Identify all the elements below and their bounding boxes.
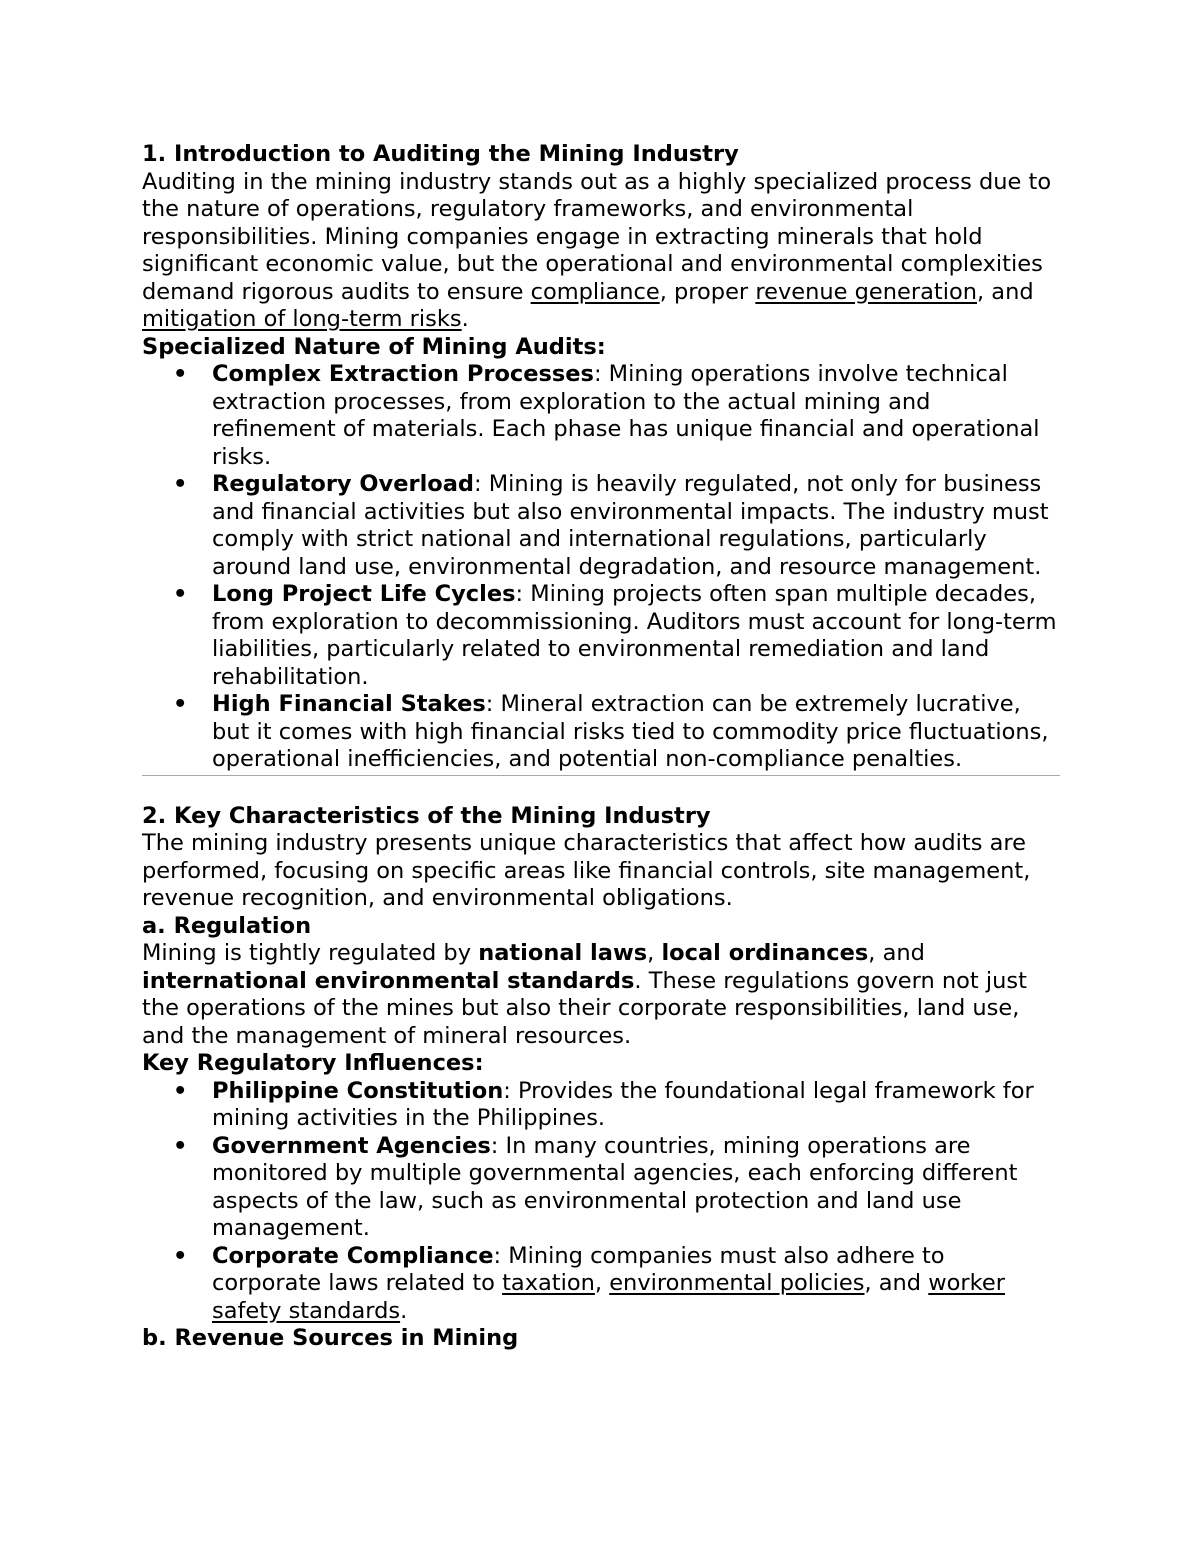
- worker-safety-standards-link[interactable]: worker safety standards: [212, 1270, 1005, 1324]
- section-2-intro-paragraph: The mining industry presents unique characteristics that affect how audits are performed, focusing on specific areas like financial controls, site management, revenue recognition, and environmental obligations.: [142, 830, 1031, 911]
- regulation-subheading: a. Regulation: [142, 912, 312, 939]
- bullet-term: Long Project Life Cycles: [212, 581, 516, 607]
- international-standards-term: international environmental standards: [142, 967, 635, 994]
- bullet-term: Philippine Constitution: [212, 1077, 504, 1104]
- bullet-term: High Financial Stakes: [212, 691, 486, 717]
- environmental-policies-link[interactable]: environmental policies: [609, 1270, 865, 1296]
- section-2-heading: 2. Key Characteristics of the Mining Industry: [142, 802, 711, 829]
- bullet-term: Regulatory Overload: [212, 471, 475, 497]
- specialized-nature-subheading: Specialized Nature of Mining Audits:: [142, 333, 606, 360]
- regulation-text: Mining is tightly regulated by: [142, 940, 479, 966]
- list-item: [173, 1242, 1060, 1326]
- bullet-text: : Mining projects often span multiple decades, from exploration to decommissioning. Auditors must account for long-term liabilities, particularly related to environmental remediation and land rehabilitation.: [212, 581, 1057, 690]
- bullet-text: : Mining operations involve technical extraction processes, from exploration to the actual mining and refinement of materials. Each phase has unique financial and operational risks.: [212, 361, 1040, 470]
- compliance-link[interactable]: compliance: [530, 278, 660, 305]
- key-regulatory-influences-subheading: Key Regulatory Influences:: [142, 1050, 484, 1076]
- regulation-text: . These regulations govern not just the operations of the mines but also their corporate responsibilities, land use, and the management of mineral resources.: [142, 967, 1027, 1049]
- regulation-text: ,: [647, 940, 662, 966]
- bullet-text: : Mining is heavily regulated, not only for business and financial activities but also environmental impacts. The industry must comply with strict national and international regulations, particularly around land use, environmental degradation, and resource management.: [212, 471, 1049, 580]
- list-item: [173, 1077, 1060, 1133]
- bullet-term: Corporate Compliance: [212, 1242, 494, 1269]
- intro-separator: , proper: [659, 278, 756, 305]
- regulatory-influences-list: [142, 1078, 1060, 1326]
- regulation-text: , and: [868, 940, 925, 966]
- intro-separator: , and: [976, 278, 1034, 305]
- bullet-end: .: [400, 1297, 408, 1324]
- document-page: [142, 141, 1060, 1353]
- revenue-generation-link[interactable]: revenue generation: [755, 278, 977, 305]
- bullet-text: : Mineral extraction can be extremely lucrative, but it comes with high financial risks tied to commodity price fluctuations, operational inefficiencies, and potential non-compliance penalties.: [212, 691, 1049, 772]
- local-ordinances-term: local ordinances: [661, 940, 869, 966]
- list-item: [173, 1132, 1060, 1243]
- revenue-sources-subheading: b. Revenue Sources in Mining: [142, 1325, 519, 1351]
- mitigation-link[interactable]: mitigation of long-term risks: [142, 306, 462, 332]
- bullet-icon: •: [173, 471, 188, 497]
- horizontal-divider: [142, 775, 1060, 776]
- list-item: [173, 471, 1060, 581]
- bullet-icon: •: [173, 1132, 188, 1159]
- bullet-text: : Provides the foundational legal framework for mining activities in the Philippines.: [212, 1077, 1034, 1131]
- list-item: [173, 361, 1060, 471]
- section-1-heading: 1. Introduction to Auditing the Mining Industry: [142, 141, 739, 167]
- list-item: [173, 581, 1060, 691]
- section-1-intro-paragraph: [142, 169, 1060, 334]
- bullet-icon: •: [173, 581, 188, 607]
- bullet-text: : Mining companies must also adhere to corporate laws related to: [212, 1242, 945, 1296]
- national-laws-term: national laws: [478, 940, 648, 966]
- bullet-icon: •: [173, 691, 188, 717]
- bullet-icon: •: [173, 361, 188, 387]
- intro-end: .: [461, 306, 469, 332]
- bullet-separator: ,: [594, 1270, 610, 1296]
- bullet-term: Government Agencies: [212, 1132, 491, 1159]
- regulation-paragraph: [142, 940, 1060, 1050]
- specialized-nature-list: [142, 361, 1060, 774]
- intro-text: Auditing in the mining industry stands out as a highly specialized process due to the nature of operations, regulatory frameworks, and environmental responsibilities. Mining companies engage in extracting minerals that hold significant economic value, but the operational and environmental complexities demand rigorous audits to ensure: [142, 168, 1052, 305]
- bullet-separator: , and: [864, 1270, 929, 1296]
- bullet-icon: •: [173, 1242, 188, 1269]
- taxation-link[interactable]: taxation: [502, 1270, 595, 1296]
- bullet-text: : In many countries, mining operations are monitored by multiple governmental agencies, each enforcing different aspects of the law, such as environmental protection and land use management.: [212, 1132, 1018, 1241]
- bullet-term: Complex Extraction Processes: [212, 361, 594, 387]
- bullet-icon: •: [173, 1077, 188, 1104]
- list-item: [173, 691, 1060, 774]
